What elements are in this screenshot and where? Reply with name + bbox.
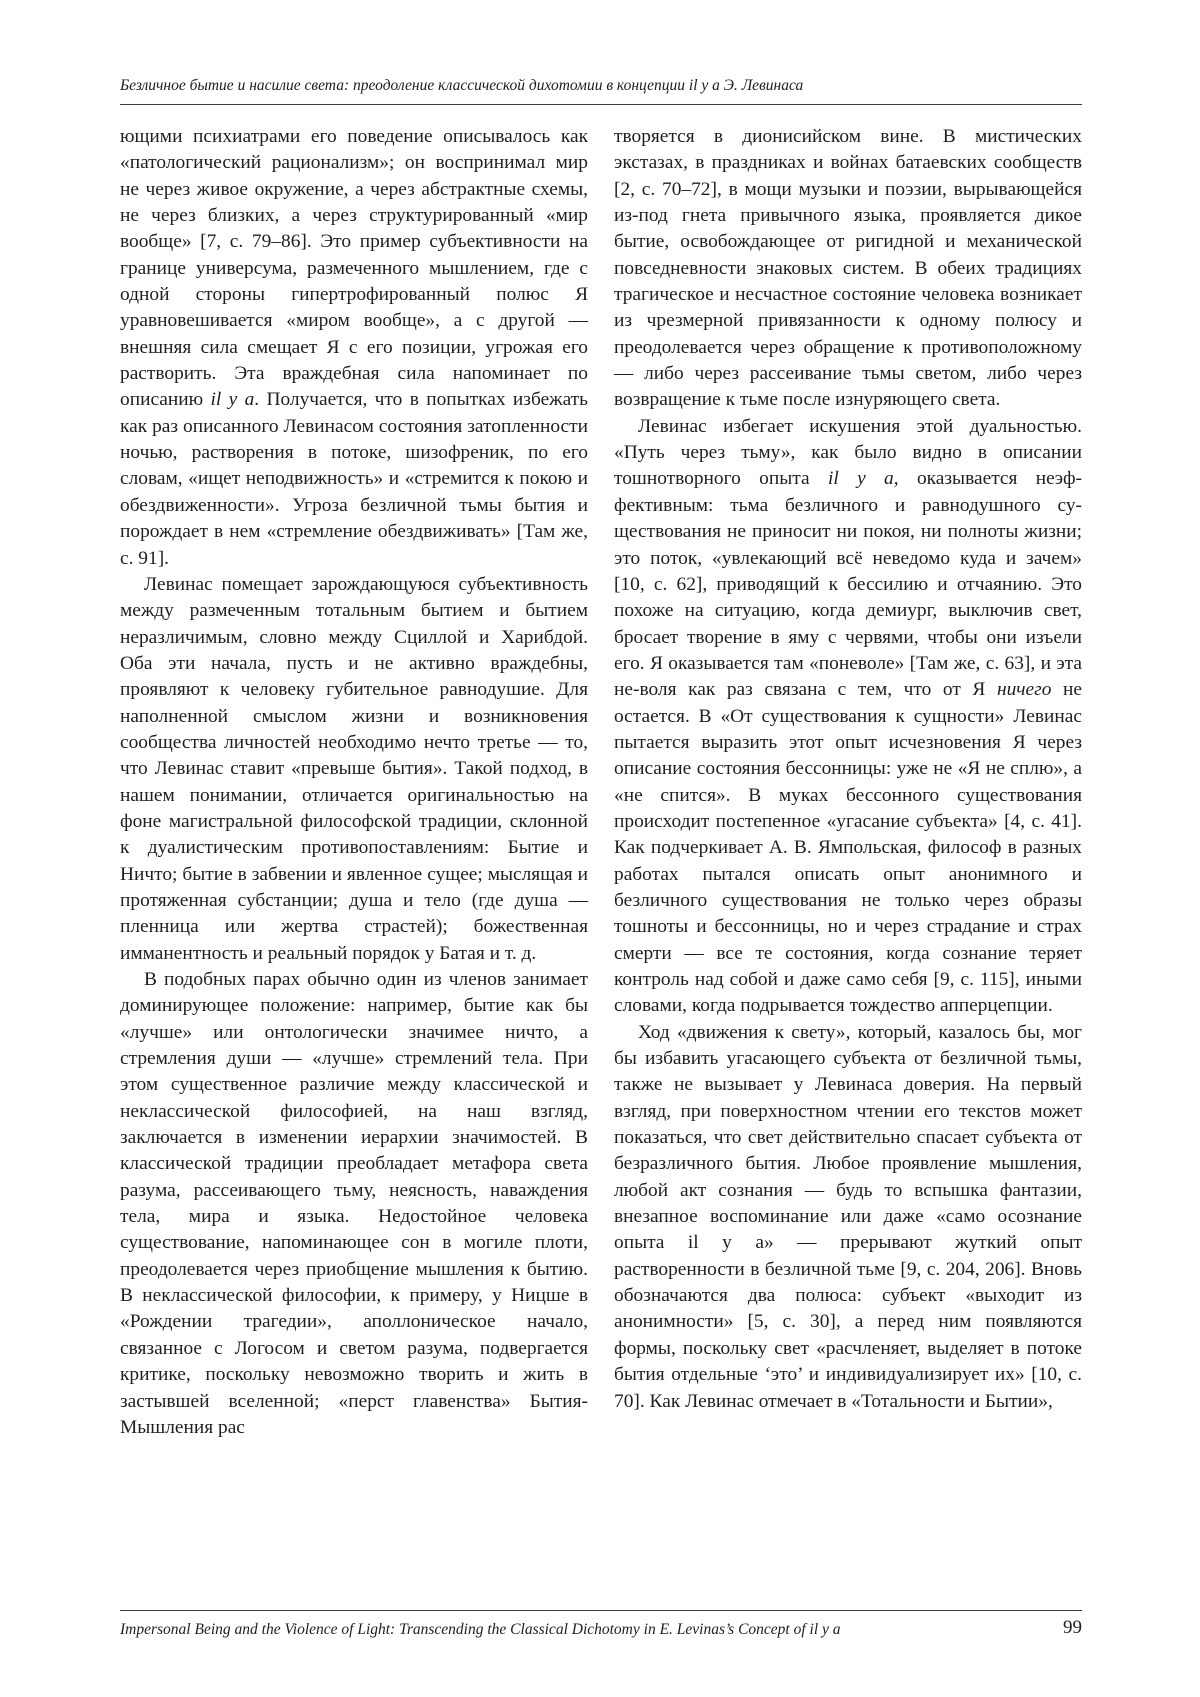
paragraph: Ход «движения к свету», который, казалось бы, мог бы избавить угасающего субъекта от безличной тьмы, также не вызывает у Левинаса доверия. На первый взгляд, при поверхностном чтении его текстов может показаться, что свет действительно спасает субъекта от безразличного бытия. Любое проявление мышления, любой акт сознания — будь то вспышка фантазии, внезапное воспоминание или даже «само осознание опыта il y a» — прерывают жуткий опыт растворенности в безличной тьме [9, с. 204, 206]. Вновь обозначаются два полюса: субъект «выходит из анонимности» [5, с. 30], а перед ним появляются формы, поскольку свет «расчленяет, выделяет в потоке бытия отдельные ‘это’ и индивидуализирует их» [10, с. 70]. Как Левинас отмечает в «Тотальности и Бытии», [614,1021,1082,1412]
paragraph: В подобных парах обычно один из членов занимает доминирующее положение: например, бытие как бы «лучше» или онтологически значимее ничто, а стремления души — «лучше» стремлений тела. При этом существенное различие между классической и неклассической философией, на наш взгляд, заключается в изменении иерархии значимостей. В классической традиции преобладает метафора света разума, рассеивающего тьму, неясность, наваждения тела, мира и языка. Недостойное человека существование, напоминающее сон в могиле плоти, преодолевается через приобщение мышления к бытию. В неклассической философии, к примеру, у Ницше в «Рождении трагедии», аполлоническое начало, связанное с Логосом и светом разума, подвергается критике, поскольку невозможно творить и жить в застывшей вселенной; «перст главенства» Бытия-Мышления рас [120,969,588,1438]
paragraph [614,414,1082,1020]
italic-term: il y a [827,468,894,490]
text-span: не остается. В «От существования к сущности» Левинас пытается выразить этот опыт исчезновения Я через описание состояния бессонницы: уже не «Я не сплю», а «не спится». В муках бессонного существования происходит постепенное «угасание субъекта» [4, с. 41]. Как подчеркивает А. В. Ямпольская, философ в разных работах пытался описать опыт анонимного и безличного существования не только через образы тошноты и бессонницы, но и через страдание и страх смерти — все те состояния, когда сознание теряет контроль над собой и даже само себя [9, с. 115], иными словами, когда подрывается тождество апперцепции. [614,679,1082,1017]
text-span: , оказывается неэффективным: тьма безличного и равнодушного существования не приносит ни покоя, ни полноты жизни; это поток, «увлекающий всё неведомо куда и зачем» [10, с. 62], приводящий к бессилию и отчаянию. Это похоже на ситуацию, когда демиург, выключив свет, бросает творение в яму с червями, чтобы они изъели его. Я оказывается там «поневоле» [Там же, с. 63], и эта не-воля как раз связана с тем, что от Я [614,468,1083,701]
paragraph: творяется в дионисийском вине. В мистических экстазах, в праздниках и войнах батаевских сообществ [2, с. 70–72], в мощи музыки и поэзии, вырывающейся из-под гнета привычного языка, проявляется дикое бытие, освобождающее от ригидной и механической повседневности знаковых систем. В обеих традициях трагическое и несчастное состояние человека возникает из чрезмерной привязанности к одному полюсу и преодолевается через обращение к противоположному — либо через рассеивание тьмы светом, либо через возвращение к тьме после изнуряющего света. [614,126,1082,411]
italic-term: ничего [996,679,1052,701]
header-divider [120,104,1082,105]
page-number: 99 [1063,1617,1082,1638]
running-header: Безличное бытие и насилие света: преодоление классической дихотомии в концепции il y a Э. Левинаса [120,77,804,94]
right-column [614,124,1082,1415]
text-span: Левинас избегает искушения этой дуальностью. «Путь через тьму», как было видно в описании тошнотворного опыта [614,415,1082,490]
paragraph [120,124,588,572]
running-footer: Impersonal Being and the Violence of Light: Transcending the Classical Dichotomy in E. Levinas’s Concept of il y a [120,1621,841,1638]
footer-divider [120,1610,1082,1611]
text-span: ющими психиатрами его поведение описывалось как «патологический рационализм»; он воспринимал мир не через живое окружение, а через абстрактные схемы, не через близких, а через структурированный «мир вообще» [7, с. 79–86]. Это пример субъективности на границе универсума, размеченного мышлением, где с одной стороны гипертрофированный полюс Я уравновешивается «миром вообще», а с другой — внешняя сила смещает Я с его позиции, угрожая его растворить. Эта враждебная сила напоминает по описанию [120,126,588,411]
left-column [120,124,588,1441]
text-span: . Получается, что в попытках избежать как раз описанного Левинасом состояния затопленности ночью, растворения в потоке, шизофреник, по его словам, «ищет неподвижность» и «стремится к покою и обездвиженности». Угроза безличной тьмы бытия и порождает в нем «стремление обездвиживать» [Там же, с. 91]. [120,389,588,569]
paragraph: Левинас помещает зарождающуюся субъективность между размеченным тотальным бытием и бытием неразличимым, словно между Сциллой и Харибдой. Оба эти начала, пусть и не активно враждебны, проявляют к человеку губительное равнодушие. Для наполненной смыслом жизни и возникновения сообщества личностей необходимо нечто третье — то, что Левинас ставит «превыше бытия». Такой подход, в нашем понимании, отличается оригинальностью на фоне магистральной философской традиции, склонной к дуалистическим противопоставлениям: Бытие и Ничто; бытие в забвении и явленное сущее; мыслящая и протяженная субстанции; душа и тело (где душа — пленница или жертва страстей); божественная имманентность и реальный порядок у Батая и т. д. [120,573,588,964]
italic-term: il y a [210,389,255,411]
